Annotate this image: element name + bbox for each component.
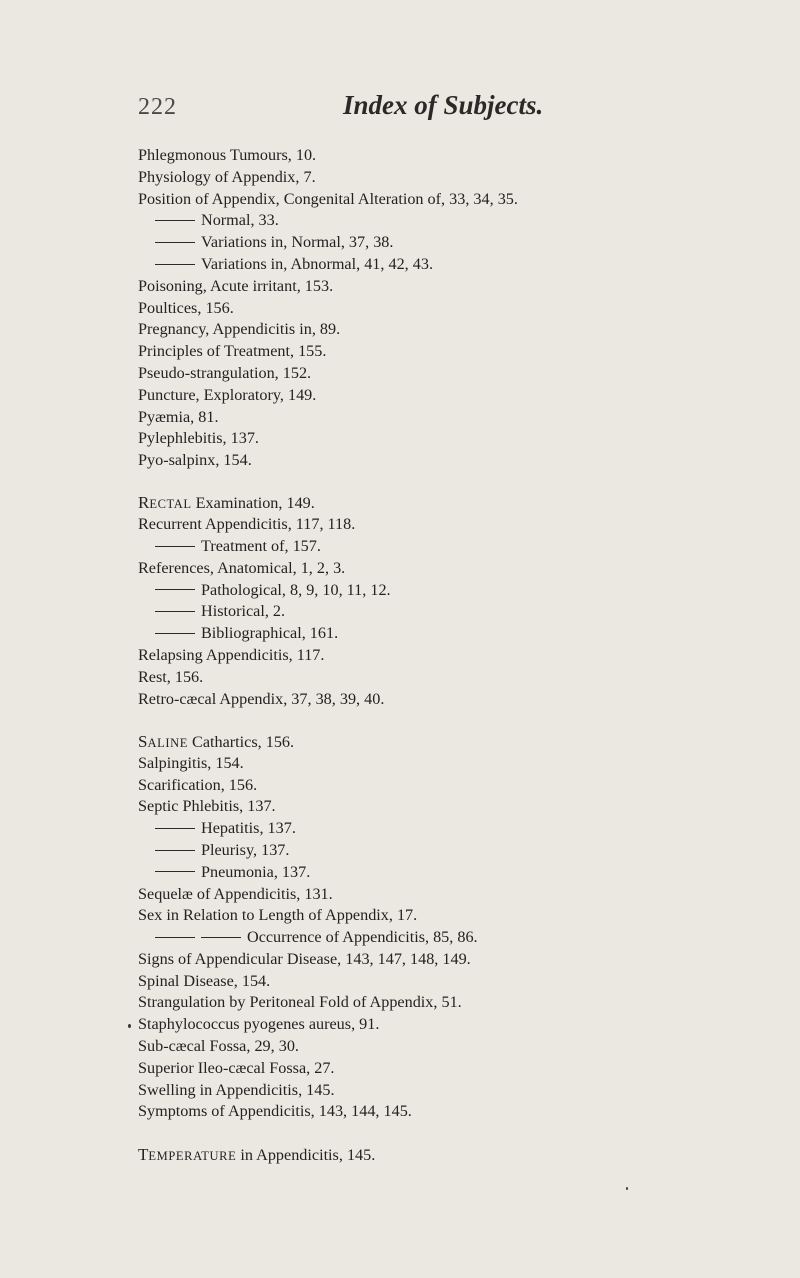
small-caps-word: ECTAL xyxy=(149,497,192,512)
entry-text: Poultices, 156. xyxy=(138,298,234,317)
index-entry xyxy=(138,753,788,775)
index-entry xyxy=(138,341,788,363)
index-subentry xyxy=(138,840,788,862)
entry-text: Position of Appendix, Congenital Alteration of, 33, 34, 35. xyxy=(138,189,518,208)
index-entry xyxy=(138,145,788,167)
running-title: Index of Subjects. xyxy=(343,90,544,120)
entry-text: Puncture, Exploratory, 149. xyxy=(138,385,317,404)
index-entry xyxy=(138,971,788,993)
entry-text: Staphylococcus pyogenes aureus, 91. xyxy=(138,1015,380,1034)
index-subentry xyxy=(138,818,788,840)
entry-text: Phlegmonous Tumours, 10. xyxy=(138,146,317,164)
index-entry xyxy=(138,796,788,818)
entry-text: Examination, 149. xyxy=(191,494,315,513)
index-subentry xyxy=(138,210,788,232)
index-entry xyxy=(138,298,788,320)
index-entry xyxy=(138,1144,788,1166)
index-entry xyxy=(138,189,788,211)
index-entry xyxy=(138,363,788,385)
index-entry xyxy=(138,667,788,689)
entry-text: Symptoms of Appendicitis, 143, 144, 145. xyxy=(138,1102,412,1121)
index-letter-group xyxy=(138,731,788,1123)
entry-text: Variations in, Abnormal, 41, 42, 43. xyxy=(201,254,433,273)
entry-text: Principles of Treatment, 155. xyxy=(138,342,327,361)
entry-text: Occurrence of Appendicitis, 85, 86. xyxy=(247,928,478,947)
ditto-dash xyxy=(155,871,195,872)
entry-text: in Appendicitis, 145. xyxy=(236,1145,376,1164)
index-subentry xyxy=(138,601,788,623)
index-entry xyxy=(138,992,788,1014)
entry-text: Treatment of, 157. xyxy=(201,537,321,556)
entry-text: Variations in, Normal, 37, 38. xyxy=(201,233,394,252)
entry-text: Pathological, 8, 9, 10, 11, 12. xyxy=(201,580,391,599)
index-letter-group xyxy=(138,1144,788,1166)
entry-text: Pregnancy, Appendicitis in, 89. xyxy=(138,320,341,339)
index-entry xyxy=(138,319,788,341)
entry-text: Scarification, 156. xyxy=(138,775,258,794)
entry-text: Swelling in Appendicitis, 145. xyxy=(138,1080,335,1099)
entry-text: Salpingitis, 154. xyxy=(138,753,244,772)
entry-text: Retro-cæcal Appendix, 37, 38, 39, 40. xyxy=(138,689,385,708)
small-caps-initial: T xyxy=(138,1144,149,1164)
ditto-dash xyxy=(155,589,195,590)
index-entry xyxy=(138,492,788,514)
ditto-dash xyxy=(155,220,195,221)
small-caps-initial: R xyxy=(138,493,150,513)
ditto-dash xyxy=(155,828,195,829)
entry-text: Superior Ileo-cæcal Fossa, 27. xyxy=(138,1058,335,1077)
index-entry xyxy=(138,167,788,189)
entry-text: Sequelæ of Appendicitis, 131. xyxy=(138,884,333,903)
index-entries xyxy=(138,145,788,1166)
entry-text: Signs of Appendicular Disease, 143, 147, 148, 149. xyxy=(138,949,471,968)
index-entry xyxy=(138,276,788,298)
index-entry xyxy=(138,558,788,580)
index-entry xyxy=(138,428,788,450)
entry-text: Pleurisy, 137. xyxy=(201,840,290,859)
ditto-dash xyxy=(201,937,241,938)
entry-text: Physiology of Appendix, 7. xyxy=(138,167,316,186)
entry-text: Pseudo-strangulation, 152. xyxy=(138,363,312,382)
index-entry xyxy=(138,514,788,536)
index-subentry xyxy=(138,927,788,949)
index-entry xyxy=(138,1101,788,1123)
ditto-dash xyxy=(155,264,195,265)
entry-text: Septic Phlebitis, 137. xyxy=(138,797,276,816)
index-entry xyxy=(138,385,788,407)
entry-text: Pylephlebitis, 137. xyxy=(138,429,259,448)
ditto-dash xyxy=(155,611,195,612)
print-speck xyxy=(626,1187,628,1190)
index-entry xyxy=(138,450,788,472)
print-speck xyxy=(128,1024,131,1028)
index-entry xyxy=(138,949,788,971)
index-subentry xyxy=(138,232,788,254)
small-caps-word: ALINE xyxy=(147,735,188,750)
entry-text: Sex in Relation to Length of Appendix, 17. xyxy=(138,906,418,925)
index-entry xyxy=(138,905,788,927)
entry-text: Relapsing Appendicitis, 117. xyxy=(138,646,325,665)
index-entry xyxy=(138,407,788,429)
index-subentry xyxy=(138,536,788,558)
entry-text: Rest, 156. xyxy=(138,667,204,686)
index-entry xyxy=(138,884,788,906)
entry-text: Sub-cæcal Fossa, 29, 30. xyxy=(138,1037,299,1056)
entry-text: Hepatitis, 137. xyxy=(201,819,296,838)
entry-text: Strangulation by Peritoneal Fold of Appendix, 51. xyxy=(138,993,462,1012)
index-entry xyxy=(138,1036,788,1058)
index-letter-group xyxy=(138,492,788,710)
index-entry xyxy=(138,645,788,667)
entry-text: Pneumonia, 137. xyxy=(201,862,311,881)
entry-text: Poisoning, Acute irritant, 153. xyxy=(138,276,334,295)
entry-text: Normal, 33. xyxy=(201,211,279,230)
index-subentry xyxy=(138,254,788,276)
ditto-dash xyxy=(155,546,195,547)
ditto-dash xyxy=(155,633,195,634)
entry-text: References, Anatomical, 1, 2, 3. xyxy=(138,558,346,577)
index-subentry xyxy=(138,623,788,645)
index-entry xyxy=(138,731,788,753)
ditto-dash xyxy=(155,242,195,243)
entry-text: Pyo-salpinx, 154. xyxy=(138,451,252,470)
entry-text: Spinal Disease, 154. xyxy=(138,971,271,990)
index-entry xyxy=(138,689,788,711)
entry-text: Bibliographical, 161. xyxy=(201,624,339,643)
ditto-dash xyxy=(155,937,195,938)
ditto-dash xyxy=(155,850,195,851)
index-entry xyxy=(138,1058,788,1080)
small-caps-word: EMPERATURE xyxy=(148,1148,237,1163)
index-entry xyxy=(138,1014,788,1036)
index-letter-group xyxy=(138,145,788,472)
index-entry xyxy=(138,775,788,797)
entry-text: Cathartics, 156. xyxy=(187,732,295,751)
page-number: 222 xyxy=(138,94,177,120)
small-caps-initial: S xyxy=(138,731,148,751)
entry-text: Historical, 2. xyxy=(201,602,286,621)
entry-text: Pyæmia, 81. xyxy=(138,407,219,426)
entry-text: Recurrent Appendicitis, 117, 118. xyxy=(138,515,356,534)
index-subentry xyxy=(138,580,788,602)
index-subentry xyxy=(138,862,788,884)
index-entry xyxy=(138,1080,788,1102)
